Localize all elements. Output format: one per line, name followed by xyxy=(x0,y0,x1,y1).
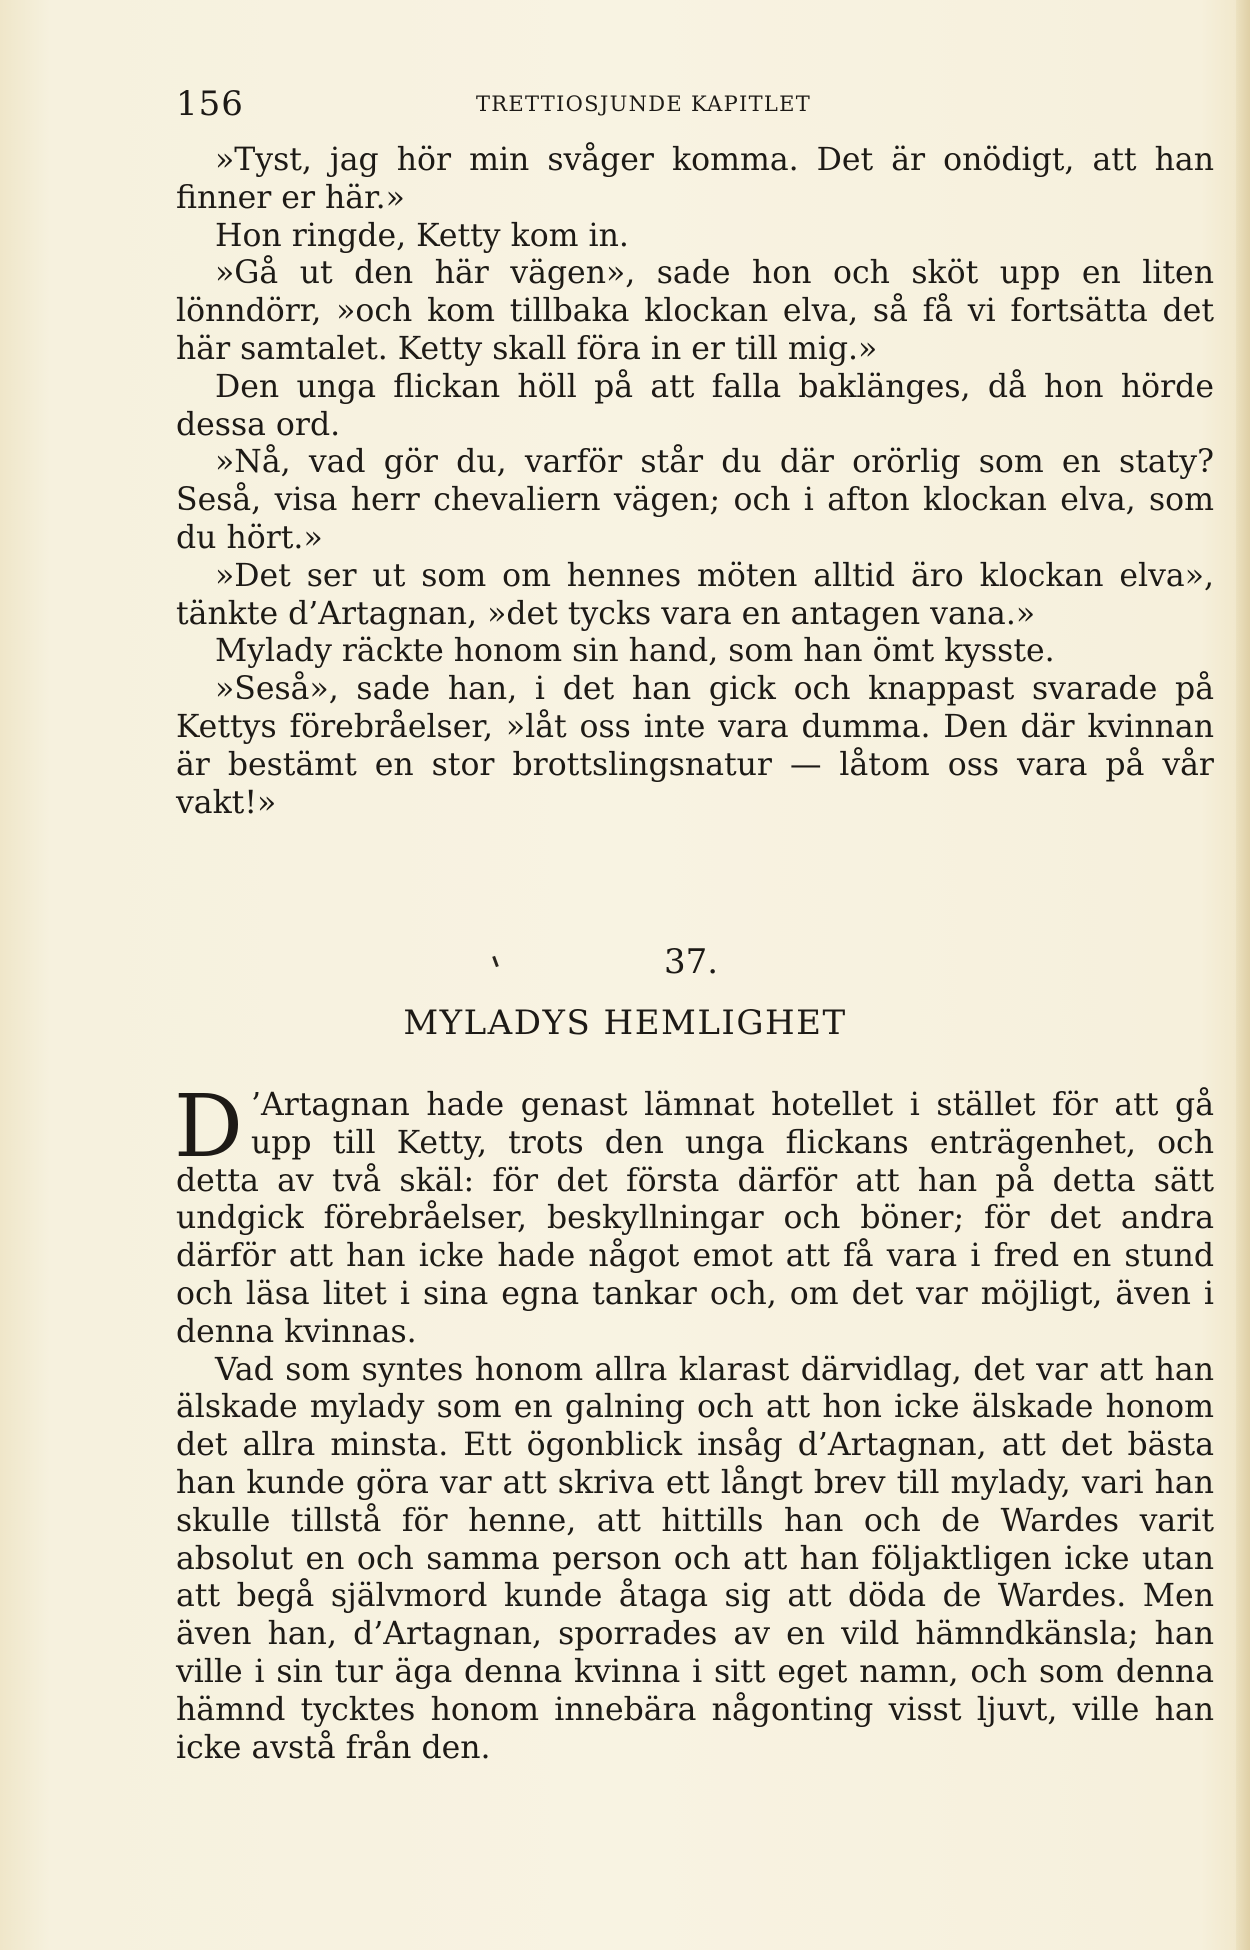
scan-mark xyxy=(492,956,499,967)
opening-paragraph-text: ’Artagnan hade genast lämnat hotellet i stället för att gå upp till Ketty, trots den unga flickans enträgenhet, och detta av två skäl: för det första därför att han på detta sätt undgick förebråelser, beskyllningar och böner; för det andra därför att han icke hade något emot att få vara i fred en stund och läsa litet i sina egna tankar och, om det var möjligt, även i denna kvinnas. xyxy=(176,1087,1214,1350)
running-head: TRETTIOSJUNDE KAPITLET xyxy=(476,92,812,116)
drop-cap: D xyxy=(174,1077,243,1177)
opening-paragraph xyxy=(174,1077,1214,1352)
paragraph: »Tyst, jag hör min svåger komma. Det är onödigt, att han finner er här.» xyxy=(176,142,1214,216)
page-edge-shadow xyxy=(1236,0,1250,1950)
paragraph: Hon ringde, Ketty kom in. xyxy=(215,217,629,254)
paragraph: »Seså», sade han, i det han gick och knappast svarade på Kettys förebråelser, »låt oss inte vara dumma. Den där kvinnan är bestämt en stor brottslingsnatur — låtom oss vara på vår vakt!» xyxy=(176,671,1214,821)
paragraph: »Gå ut den här vägen», sade hon och sköt upp en liten lönndörr, »och kom tillbaka klockan elva, så få vi fortsätta det här samtalet. Ketty skall föra in er till mig.» xyxy=(176,255,1214,367)
dialogue-section xyxy=(176,142,1214,822)
page-header xyxy=(176,84,1216,126)
paragraph: Mylady räckte honom sin hand, som han ömt kysste. xyxy=(215,633,1055,670)
chapter-number: 37. xyxy=(664,942,719,982)
chapter-body xyxy=(174,1077,1214,1767)
paragraph: »Det ser ut som om hennes möten alltid äro klockan elva», tänkte d’Artagnan, »det tycks vara en antagen vana.» xyxy=(176,557,1214,632)
paragraph: Den unga flickan höll på att falla baklänges, då hon hörde dessa ord. xyxy=(176,368,1214,443)
paragraph: »Nå, vad gör du, varför står du där orörlig som en staty? Seså, visa herr chevaliern vägen; och i afton klockan elva, som du hört.» xyxy=(176,444,1214,556)
chapter-title: MYLADYS HEMLIGHET xyxy=(403,1003,847,1043)
paragraph: Vad som syntes honom allra klarast därvidlag, det var att han älskade mylady som en galning och att hon icke älskade honom det allra minsta. Ett ögonblick insåg d’Artagnan, att det bästa han kunde göra var att skriva ett långt brev till mylady, vari han skulle tillstå för henne, att hittills han och de Wardes varit absolut en och samma person och att han följaktligen icke utan att begå självmord kunde åtaga sig att döda de Wardes. Men även han, d’Artagnan, sporrades av en vild hämndkänsla; han ville i sin tur äga denna kvinna i sitt eget namn, och som denna hämnd tycktes honom innebära någonting visst ljuvt, ville han icke avstå från den. xyxy=(176,1351,1214,1766)
page-number: 156 xyxy=(176,84,244,124)
